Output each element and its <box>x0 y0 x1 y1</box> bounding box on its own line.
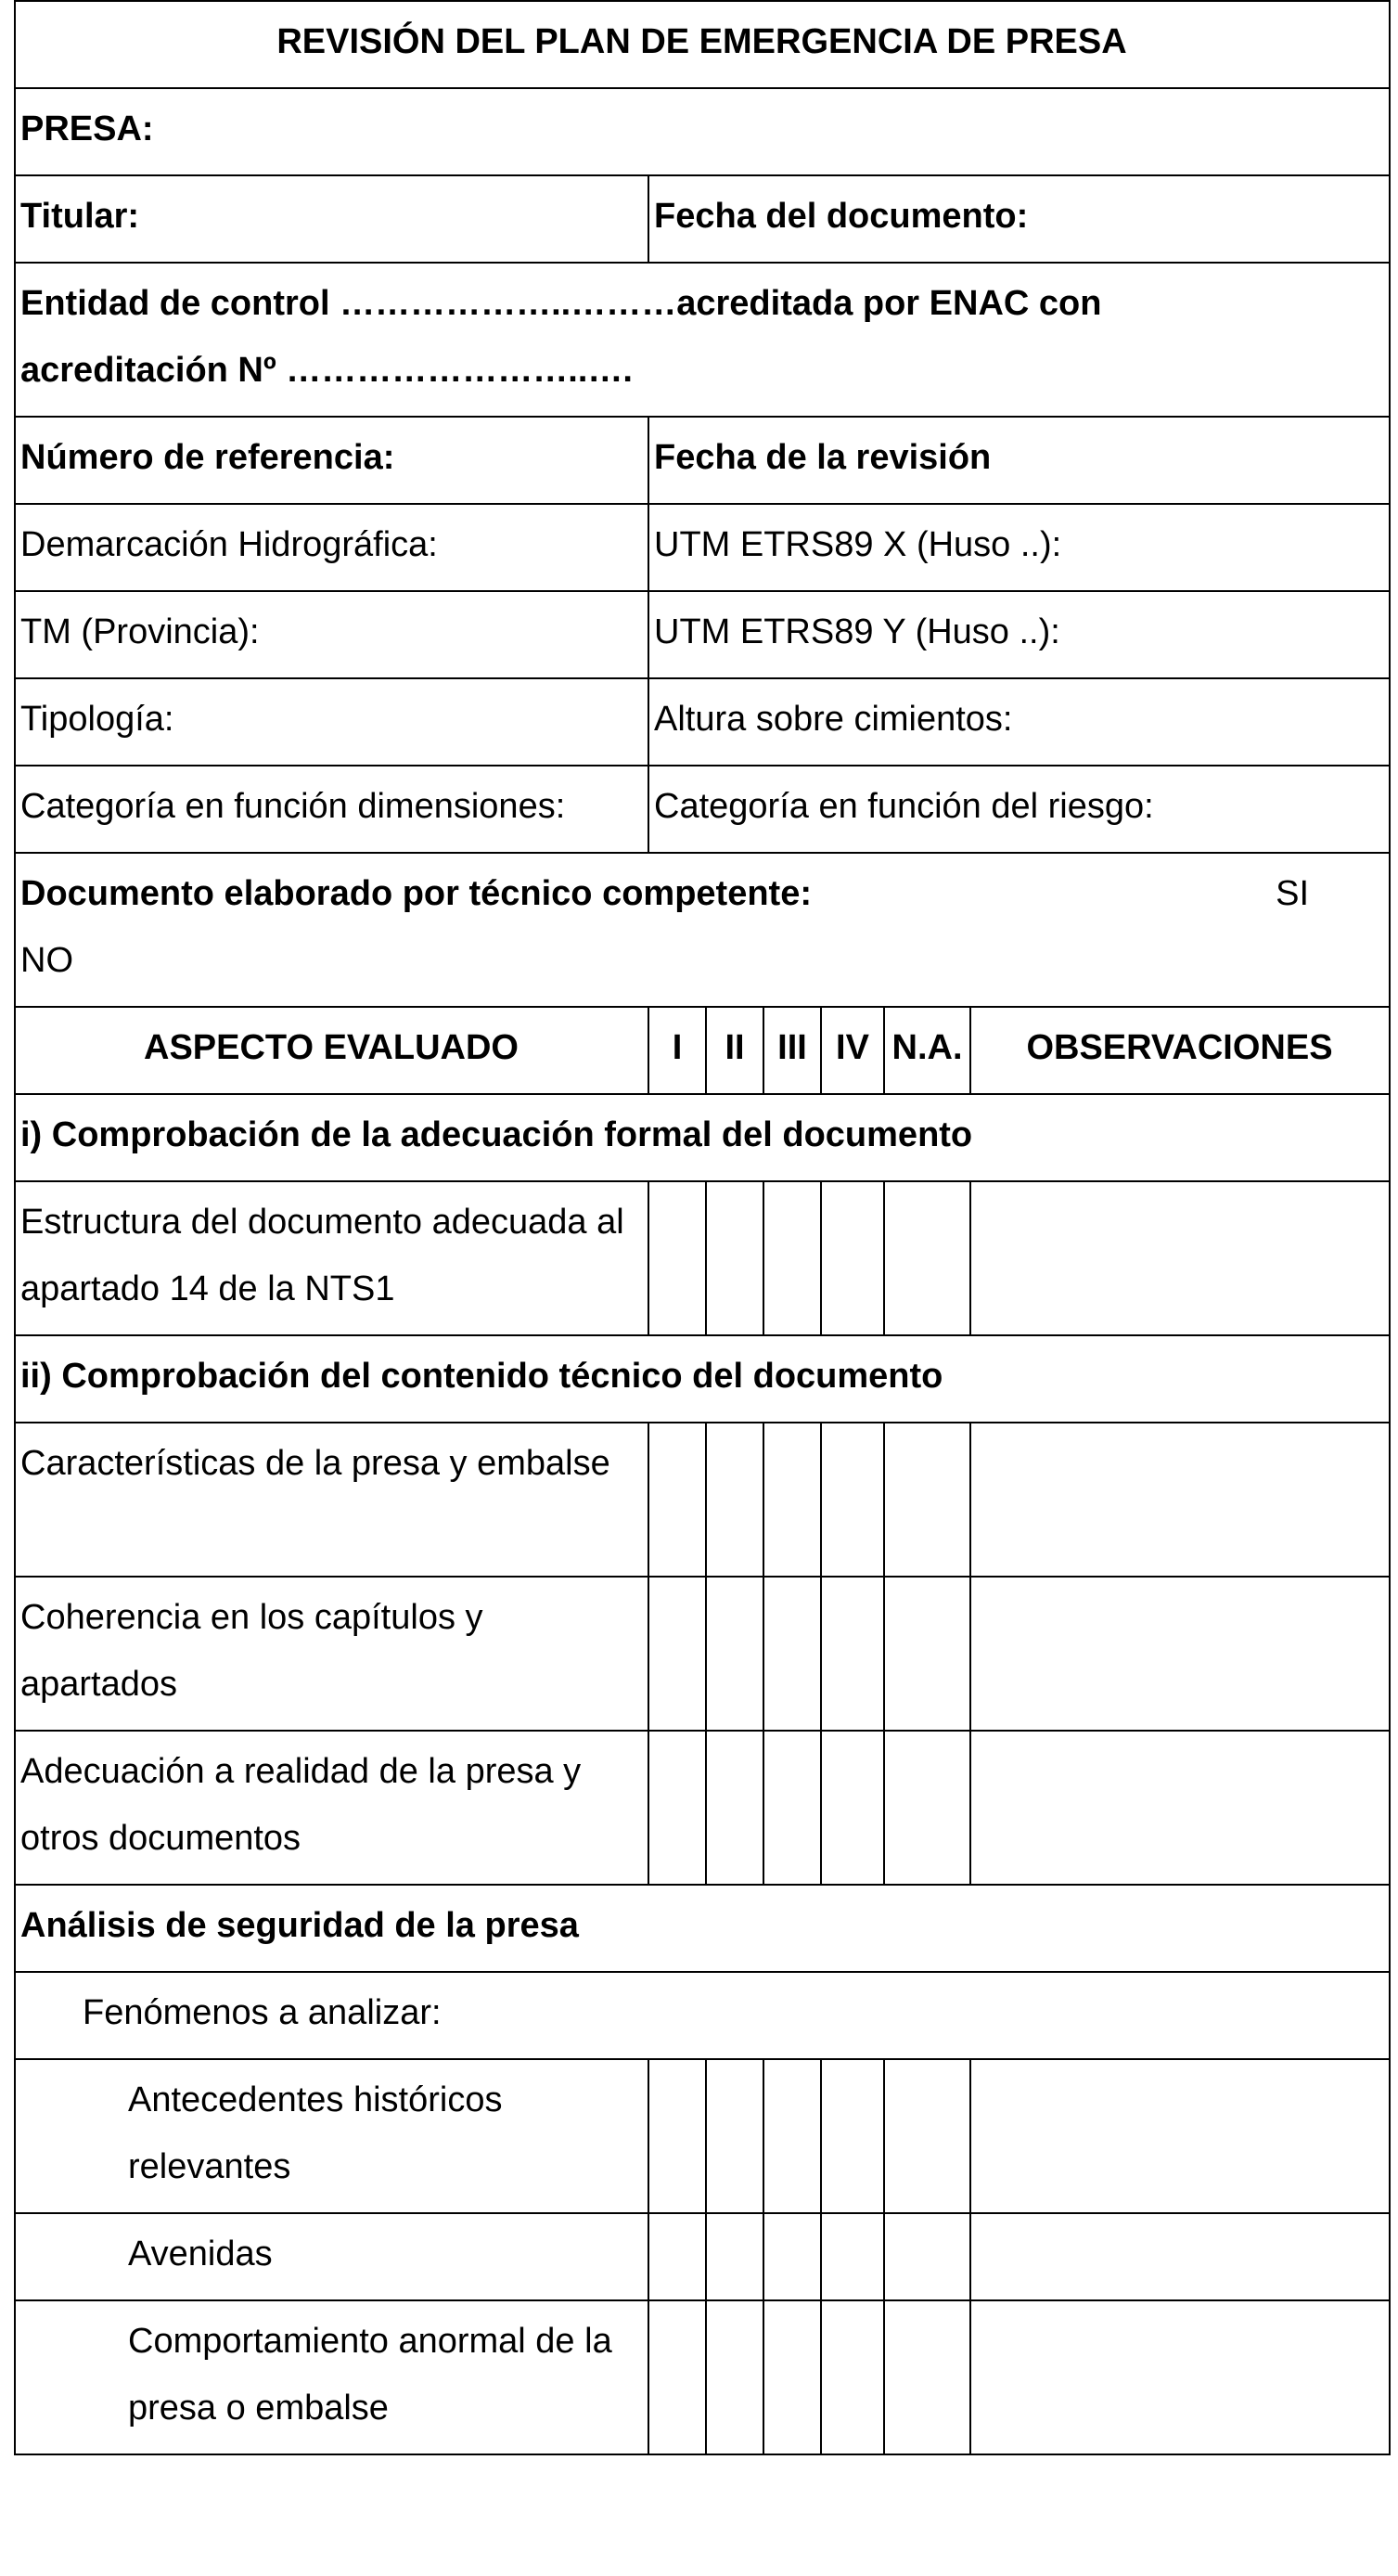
demarcacion-row <box>15 504 1390 591</box>
check-cell-ii[interactable] <box>706 1577 763 1731</box>
fecha-revision-field[interactable]: Fecha de la revisión <box>648 417 1390 504</box>
check-cell-i[interactable] <box>648 2059 706 2213</box>
table-row <box>15 1731 1390 1885</box>
check-cell-na[interactable] <box>884 1731 970 1885</box>
observaciones-cell[interactable] <box>970 1181 1390 1335</box>
document-title: REVISIÓN DEL PLAN DE EMERGENCIA DE PRESA <box>15 1 1390 88</box>
categoria-dimensiones-field[interactable]: Categoría en función dimensiones: <box>15 766 648 853</box>
entidad-control-field[interactable] <box>15 263 1390 417</box>
aspect-estructura: Estructura del documento adecuada al apartado 14 de la NTS1 <box>15 1181 648 1335</box>
entidad-row <box>15 263 1390 417</box>
utm-x-field[interactable]: UTM ETRS89 X (Huso ..): <box>648 504 1390 591</box>
check-cell-na[interactable] <box>884 1577 970 1731</box>
section-tecnico-heading: ii) Comprobación del contenido técnico del documento <box>15 1335 1390 1423</box>
check-cell-na[interactable] <box>884 2213 970 2300</box>
tm-provincia-field[interactable]: TM (Provincia): <box>15 591 648 678</box>
entidad-control-line2: acreditación Nº ……………………..…. <box>20 351 633 390</box>
check-cell-ii[interactable] <box>706 1423 763 1577</box>
fecha-documento-field[interactable]: Fecha del documento: <box>648 175 1390 263</box>
tecnico-competente-label: Documento elaborado por técnico competente: <box>20 874 812 913</box>
titular-row <box>15 175 1390 263</box>
categoria-row <box>15 766 1390 853</box>
subsection-fenomenos-heading: Fenómenos a analizar: <box>15 1972 1390 2059</box>
check-cell-iv[interactable] <box>821 2300 884 2454</box>
check-cell-iii[interactable] <box>763 2300 821 2454</box>
observaciones-cell[interactable] <box>970 1731 1390 1885</box>
check-cell-iii[interactable] <box>763 1423 821 1577</box>
check-cell-iv[interactable] <box>821 1181 884 1335</box>
table-row <box>15 2059 1390 2213</box>
check-cell-iv[interactable] <box>821 1423 884 1577</box>
provincia-row <box>15 591 1390 678</box>
numero-referencia-field[interactable]: Número de referencia: <box>15 417 648 504</box>
table-row <box>15 1423 1390 1577</box>
aspect-adecuacion: Adecuación a realidad de la presa y otros documentos <box>15 1731 648 1885</box>
aspect-avenidas: Avenidas <box>15 2213 648 2300</box>
col-i-header: I <box>648 1007 706 1094</box>
col-na-header: N.A. <box>884 1007 970 1094</box>
check-cell-ii[interactable] <box>706 2213 763 2300</box>
column-header-row <box>15 1007 1390 1094</box>
tecnico-row <box>15 853 1390 1007</box>
aspect-antecedentes: Antecedentes históricos relevantes <box>15 2059 648 2213</box>
check-cell-i[interactable] <box>648 1181 706 1335</box>
check-cell-ii[interactable] <box>706 1731 763 1885</box>
observaciones-cell[interactable] <box>970 1423 1390 1577</box>
check-cell-i[interactable] <box>648 2300 706 2454</box>
check-cell-ii[interactable] <box>706 2300 763 2454</box>
check-cell-na[interactable] <box>884 2059 970 2213</box>
check-cell-i[interactable] <box>648 1577 706 1731</box>
check-cell-na[interactable] <box>884 1181 970 1335</box>
col-aspecto-header: ASPECTO EVALUADO <box>15 1007 648 1094</box>
observaciones-cell[interactable] <box>970 2059 1390 2213</box>
col-iv-header: IV <box>821 1007 884 1094</box>
presa-field[interactable]: PRESA: <box>15 88 1390 175</box>
aspect-caracteristicas: Características de la presa y embalse <box>15 1423 648 1577</box>
tipologia-row <box>15 678 1390 766</box>
check-cell-iii[interactable] <box>763 2059 821 2213</box>
observaciones-cell[interactable] <box>970 2213 1390 2300</box>
col-ii-header: II <box>706 1007 763 1094</box>
titular-field[interactable]: Titular: <box>15 175 648 263</box>
utm-y-field[interactable]: UTM ETRS89 Y (Huso ..): <box>648 591 1390 678</box>
check-cell-iii[interactable] <box>763 1181 821 1335</box>
section-row <box>15 1094 1390 1181</box>
check-cell-iv[interactable] <box>821 2213 884 2300</box>
presa-row <box>15 88 1390 175</box>
check-cell-iii[interactable] <box>763 1731 821 1885</box>
demarcacion-field[interactable]: Demarcación Hidrográfica: <box>15 504 648 591</box>
review-form-table <box>14 0 1391 2455</box>
section-formal-heading: i) Comprobación de la adecuación formal del documento <box>15 1094 1390 1181</box>
check-cell-iv[interactable] <box>821 1577 884 1731</box>
tipologia-field[interactable]: Tipología: <box>15 678 648 766</box>
check-cell-ii[interactable] <box>706 1181 763 1335</box>
referencia-row <box>15 417 1390 504</box>
check-cell-i[interactable] <box>648 2213 706 2300</box>
title-row <box>15 1 1390 88</box>
aspect-coherencia: Coherencia en los capítulos y apartados <box>15 1577 648 1731</box>
table-row <box>15 1577 1390 1731</box>
categoria-riesgo-field[interactable]: Categoría en función del riesgo: <box>648 766 1390 853</box>
aspect-comportamiento: Comportamiento anormal de la presa o embalse <box>15 2300 648 2454</box>
section-row <box>15 1335 1390 1423</box>
si-option[interactable]: SI <box>1276 874 1310 913</box>
observaciones-cell[interactable] <box>970 2300 1390 2454</box>
altura-field[interactable]: Altura sobre cimientos: <box>648 678 1390 766</box>
col-observaciones-header: OBSERVACIONES <box>970 1007 1390 1094</box>
check-cell-ii[interactable] <box>706 2059 763 2213</box>
table-row <box>15 2300 1390 2454</box>
no-option[interactable]: NO <box>20 941 73 980</box>
check-cell-i[interactable] <box>648 1423 706 1577</box>
table-row <box>15 2213 1390 2300</box>
check-cell-na[interactable] <box>884 1423 970 1577</box>
check-cell-iv[interactable] <box>821 2059 884 2213</box>
col-iii-header: III <box>763 1007 821 1094</box>
check-cell-iii[interactable] <box>763 2213 821 2300</box>
section-analisis-heading: Análisis de seguridad de la presa <box>15 1885 1390 1972</box>
observaciones-cell[interactable] <box>970 1577 1390 1731</box>
subsection-row <box>15 1972 1390 2059</box>
check-cell-iii[interactable] <box>763 1577 821 1731</box>
tecnico-competente-cell <box>15 853 1390 1007</box>
table-row <box>15 1181 1390 1335</box>
check-cell-i[interactable] <box>648 1731 706 1885</box>
check-cell-na[interactable] <box>884 2300 970 2454</box>
section-row <box>15 1885 1390 1972</box>
entidad-control-line1: Entidad de control ………………..………acreditada por ENAC con <box>20 284 1102 323</box>
check-cell-iv[interactable] <box>821 1731 884 1885</box>
